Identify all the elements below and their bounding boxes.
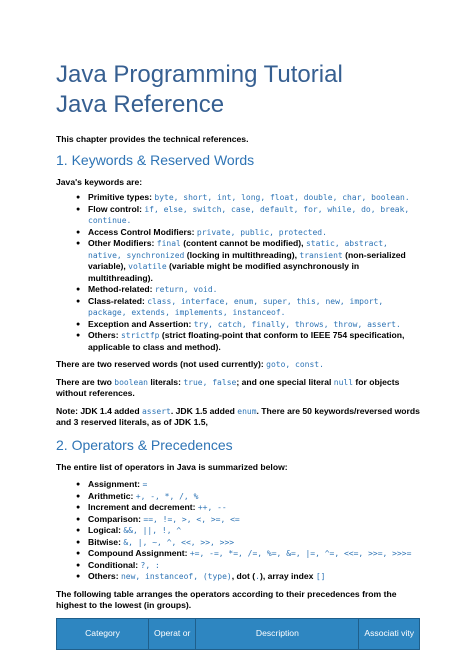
column-header-operator: Operat or	[149, 618, 196, 649]
literals-text: There are two boolean literals: true, false; and one special literal null for objects without references.	[56, 376, 400, 398]
bullet-icon: ●	[76, 515, 81, 523]
list-item: ● Method-related: return, void.	[76, 284, 218, 294]
list-item: ● Increment and decrement: ++, --	[76, 502, 227, 512]
bullet-icon: ●	[76, 286, 81, 293]
list-item: ● Access Control Modifiers: private, public, protected.	[76, 226, 327, 237]
page-title: Java Programming Tutorial	[56, 61, 343, 88]
bullet-icon: ●	[76, 550, 81, 557]
list-item: ● Assignment: =	[76, 479, 148, 489]
reserved-words-text: There are two reserved words (not used currently): goto, const.	[56, 359, 324, 369]
precedence-table	[56, 618, 420, 650]
bullet-icon: ●	[76, 561, 81, 569]
page-subtitle: Java Reference	[56, 91, 225, 118]
table-header-row	[57, 618, 420, 649]
bullet-icon: ●	[76, 332, 81, 339]
list-item: ● Other Modifiers: final (content cannot be modified), static, abstract, native, synchronized (locking in multithreading), transient (non-serialized variable), volatile (variable might be modified asynchronously in multithreading).	[76, 238, 406, 283]
list-item: ● Logical: &&, ||, !, ^	[76, 525, 182, 535]
column-header-associativity: Associati vity	[359, 618, 420, 649]
bullet-icon: ●	[76, 527, 81, 534]
keywords-list	[56, 192, 422, 353]
bullet-icon: ●	[76, 205, 81, 213]
jdk-note-text: Note: JDK 1.4 added assert. JDK 1.5 added enum. There are 50 keywords/reversed words and 3 reserved literals, as of JDK 1.5,	[56, 405, 420, 427]
list-item: ● Bitwise: &, |, ~, ^, <<, >>, >>>	[76, 536, 235, 547]
bullet-icon: ●	[76, 194, 81, 201]
list-item: ● Flow control: if, else, switch, case, default, for, while, do, break, continue.	[76, 203, 410, 225]
keywords-lead: Java's keywords are:	[56, 176, 143, 187]
column-header-description: Description	[196, 618, 359, 649]
list-item: ● Others: new, instanceof, (type), dot (.), array index []	[76, 571, 326, 581]
bullet-icon: ●	[76, 481, 81, 488]
list-item: ● Primitive types: byte, short, int, long, float, double, char, boolean.	[76, 192, 410, 202]
list-item: ● Comparison: ==, !=, >, <, >=, <=	[76, 513, 240, 524]
list-item: ● Exception and Assertion: try, catch, finally, throws, throw, assert.	[76, 318, 401, 329]
list-item: ● Class-related: class, interface, enum, super, this, new, import, package, extends, implements, instanceof.	[76, 295, 384, 317]
bullet-icon: ●	[76, 504, 81, 511]
bullet-icon: ●	[76, 492, 81, 500]
bullet-icon: ●	[76, 538, 81, 546]
list-item: ● Conditional: ?, :	[76, 559, 160, 570]
section-2-heading: 2. Operators & Precedences	[56, 436, 233, 453]
column-header-category: Category	[57, 618, 149, 649]
bullet-icon: ●	[76, 297, 81, 305]
operators-list	[56, 479, 422, 583]
bullet-icon: ●	[76, 240, 81, 247]
operators-lead: The entire list of operators in Java is summarized below:	[56, 461, 288, 472]
list-item: ● Arithmetic: +, -, *, /, %	[76, 490, 199, 501]
list-item: ● Others: strictfp (strict floating-point that conform to IEEE 754 specification, applicable to class and method).	[76, 330, 405, 352]
bullet-icon: ●	[76, 320, 81, 328]
list-item: ● Compound Assignment: +=, -=, *=, /=, %=, &=, |=, ^=, <<=, >>=, >>>=	[76, 548, 412, 558]
bullet-icon: ●	[76, 228, 81, 236]
precedence-table-intro: The following table arranges the operators according to their precedences from the highest to the lowest (in groups).	[56, 588, 397, 610]
section-1-heading: 1. Keywords & Reserved Words	[56, 151, 255, 168]
bullet-icon: ●	[76, 573, 81, 580]
intro-text: This chapter provides the technical references.	[56, 134, 249, 144]
